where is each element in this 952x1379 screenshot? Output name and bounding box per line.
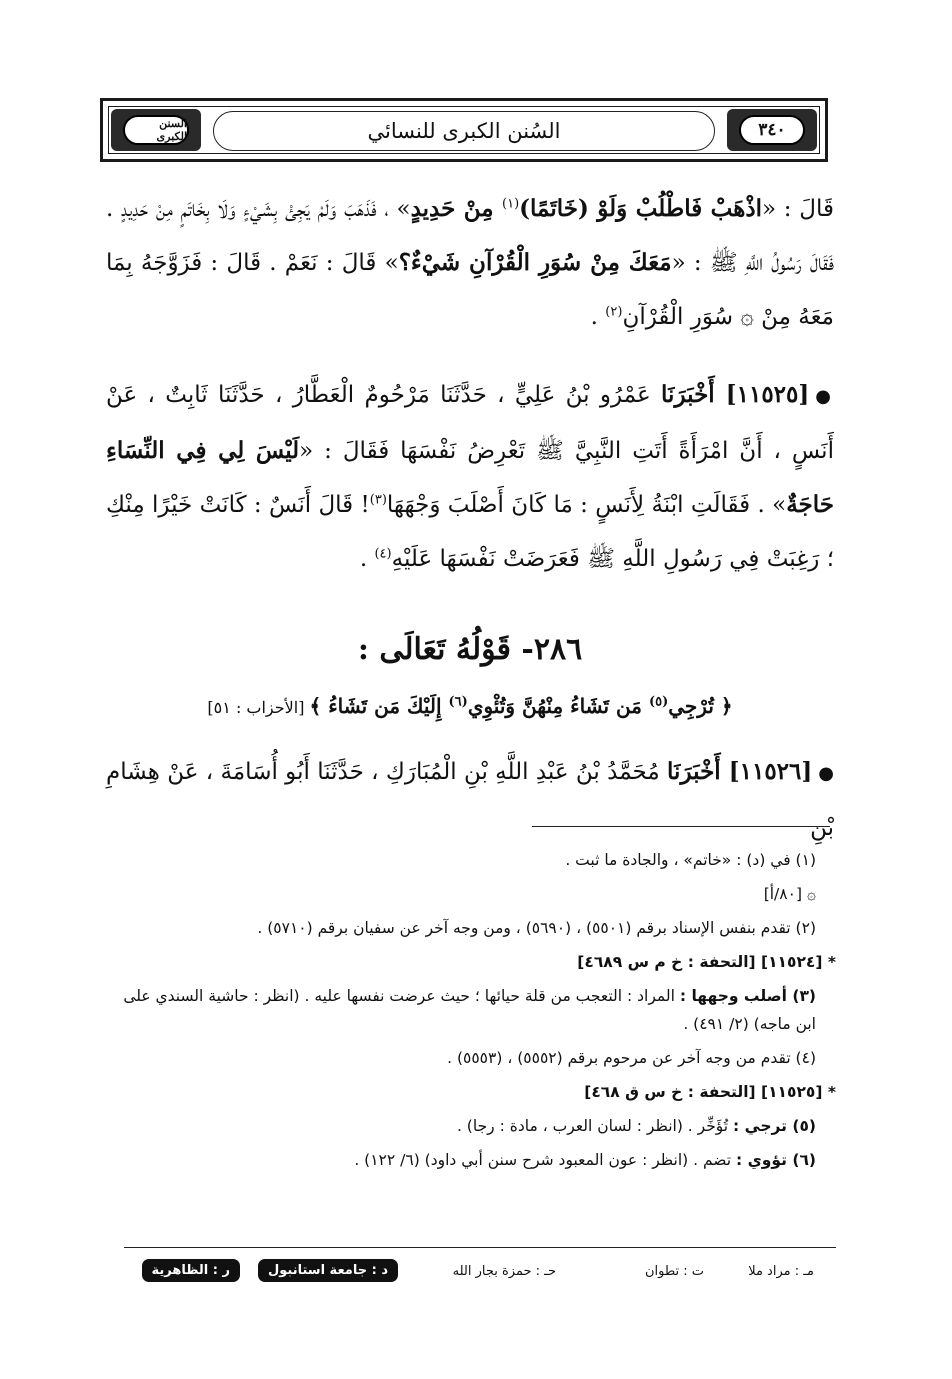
text: » . فَقَالَتِ ابْنَةُ لِأَنَسٍ : مَا كَانَ أَصْلَبَ وَجْهَهَا [386, 492, 787, 518]
hadith-quote: لَيْسَ لِي فِي النِّسَاءِ حَاجَةٌ [106, 437, 834, 518]
footnote-6 [118, 1146, 836, 1174]
bottom-divider [124, 1247, 836, 1248]
footnote-ref[interactable]: (١) [502, 196, 520, 212]
akhbarana: أَخْبَرَنَا [661, 381, 715, 408]
footnote-divider [532, 826, 830, 827]
footnote-5 [118, 1112, 836, 1140]
footnote-2: (٢) تقدم بنفس الإسناد برقم (٥٥٠١) ، (٥٦٩٠) ، ومن وجه آخر عن سفيان برقم (٥٧١٠) . [257, 919, 816, 937]
hadith-number: [١١٥٢٥] [714, 381, 810, 408]
text: عَمْرُو بْنُ عَلِيٍّ ، حَدَّثَنَا مَرْحُومٌ الْعَطَّارُ ، حَدَّثَنَا ثَابِتٌ ، عَنْ أَنَسٍ ، أَنَّ امْرَأَةً أَتَتِ النَّبِيَّ ﷺ تَعْرِضُ نَفْسَهَا فَقَالَ : « [106, 382, 834, 464]
footnote-3 [118, 982, 836, 1038]
footnote-1: (١) في (د) : «خاتم» ، والجادة ما ثبت . [565, 851, 816, 869]
text: . [590, 304, 606, 330]
source-d-badge: د : جامعة استانبول [258, 1259, 398, 1282]
source-r-badge: ر : الظاهرية [142, 1259, 240, 1282]
manuscript-sources [124, 1256, 836, 1296]
hadith-quote: مَعَكَ مِنْ سُوَرِ الْقُرْآنِ شَيْءٌ؟ [398, 249, 672, 276]
footnote-ref[interactable]: (٣) [369, 492, 387, 508]
footnote-label: (٦) تؤوي : [735, 1151, 816, 1169]
emblem-ornament [111, 109, 201, 151]
footnote-ref[interactable]: (٤) [374, 546, 392, 562]
page-number: ٣٤٠ [739, 115, 805, 145]
hadith-11526 [106, 745, 834, 855]
paragraph-continuation [106, 182, 834, 344]
hadith-quote: اذْهَبْ فَاطْلُبْ وَلَوْ (خَاتَمًا) [519, 195, 762, 222]
footnote-ref[interactable]: (٥) [648, 694, 669, 710]
hadith-quote: مِنْ حَدِيدٍ [410, 195, 503, 222]
tuhfa-ref-11524: * [١١٥٢٤] [التحفة : خ م س ٤٦٨٩] [577, 953, 836, 971]
akhbarana: أَخْبَرَنَا [667, 758, 721, 785]
footnote-ref[interactable]: (٦) [448, 694, 468, 710]
footnote-text: المراد : التعجب من قلة حيائها ؛ حيث عرضت نفسها عليه . (انظر : حاشية السندي على ابن ماجه) (٢/ ٤٩١) . [123, 987, 816, 1033]
text: قَالَ : « [762, 196, 834, 222]
text: ! قَالَ أَنَسٌ : كَانَتْ خَيْرًا مِنْكِ ؛ رَغِبَتْ فِي رَسُولِ اللَّهِ ﷺ فَعَرَضَتْ نَفْسَهَا عَلَيْهِ [106, 492, 834, 572]
footnote-ref[interactable]: (٢) [605, 304, 623, 320]
quran-verse [106, 694, 834, 718]
hadith-number: [١١٥٢٦] [720, 758, 813, 785]
book-title: السُنن الكبرى للنسائي [213, 111, 715, 151]
verse-bracket: ﴾ [309, 694, 329, 718]
verse-bracket: ﴿ [713, 694, 733, 718]
text: » ، فَذَهَبَ وَلَمْ يَجِئْ بِشَيْءٍ وَلَا بِخَاتَمٍ مِنْ حَدِيدٍ . فَقَالَ رَسُولُ اللَّهِ ﷺ : « [106, 196, 835, 276]
emblem-text: السنن الكبرى [123, 115, 189, 145]
verse-text: إِلَيْكَ مَن تَشَاءُ [328, 694, 449, 718]
verse-reference: [الأحزاب : ٥١] [207, 698, 310, 717]
folio-marker: ۞ [٨٠/أ] [763, 885, 816, 903]
source-h: حـ : حمزة بجار الله [452, 1264, 556, 1279]
footnotes [118, 846, 836, 1180]
verse-text: مَن تَشَاءُ مِنْهُنَّ وَتُئْوِي [467, 694, 649, 718]
page-number-ornament [727, 109, 817, 151]
bullet-icon: ● [815, 386, 834, 407]
footnote-text: تُؤَخِّر . (انظر : لسان العرب ، مادة : رجا) . [456, 1117, 734, 1135]
verse-text: تُرْجِي [668, 694, 714, 718]
source-t: ت : تطوان [644, 1264, 704, 1279]
bullet-icon: ● [818, 763, 835, 784]
footnote-4: (٤) تقدم من وجه آخر عن مرحوم برقم (٥٥٥٢) ، (٥٥٥٣) . [447, 1049, 816, 1067]
source-m: مـ : مراد ملا [748, 1264, 814, 1279]
tuhfa-ref-11525: * [١١٥٢٥] [التحفة : خ س ق ٤٦٨] [584, 1083, 836, 1101]
text: مُحَمَّدُ بْنُ عَبْدِ اللَّهِ بْنِ الْمُبَارَكِ ، حَدَّثَنَا أَبُو أُسَامَةَ ، عَنْ هِشَامِ بْنِ [106, 759, 834, 841]
footnote-label: (٥) ترجي : [733, 1117, 816, 1135]
text: . [359, 546, 375, 572]
chapter-heading: ٢٨٦- قَوْلُهُ تَعَالَى : [357, 632, 583, 667]
text: » قَالَ : نَعَمْ . قَالَ : فَزَوَّجَهُ بِمَا مَعَهُ مِنْ ۞ سُوَرِ الْقُرْآنِ [106, 250, 834, 330]
hadith-11525 [106, 368, 834, 586]
page-header [100, 98, 828, 162]
footnote-label: (٣) أصلب وجهها : [679, 987, 816, 1005]
footnote-text: تضم . (انظر : عون المعبود شرح سنن أبي داود) (٦/ ١٢٢) . [354, 1151, 736, 1169]
